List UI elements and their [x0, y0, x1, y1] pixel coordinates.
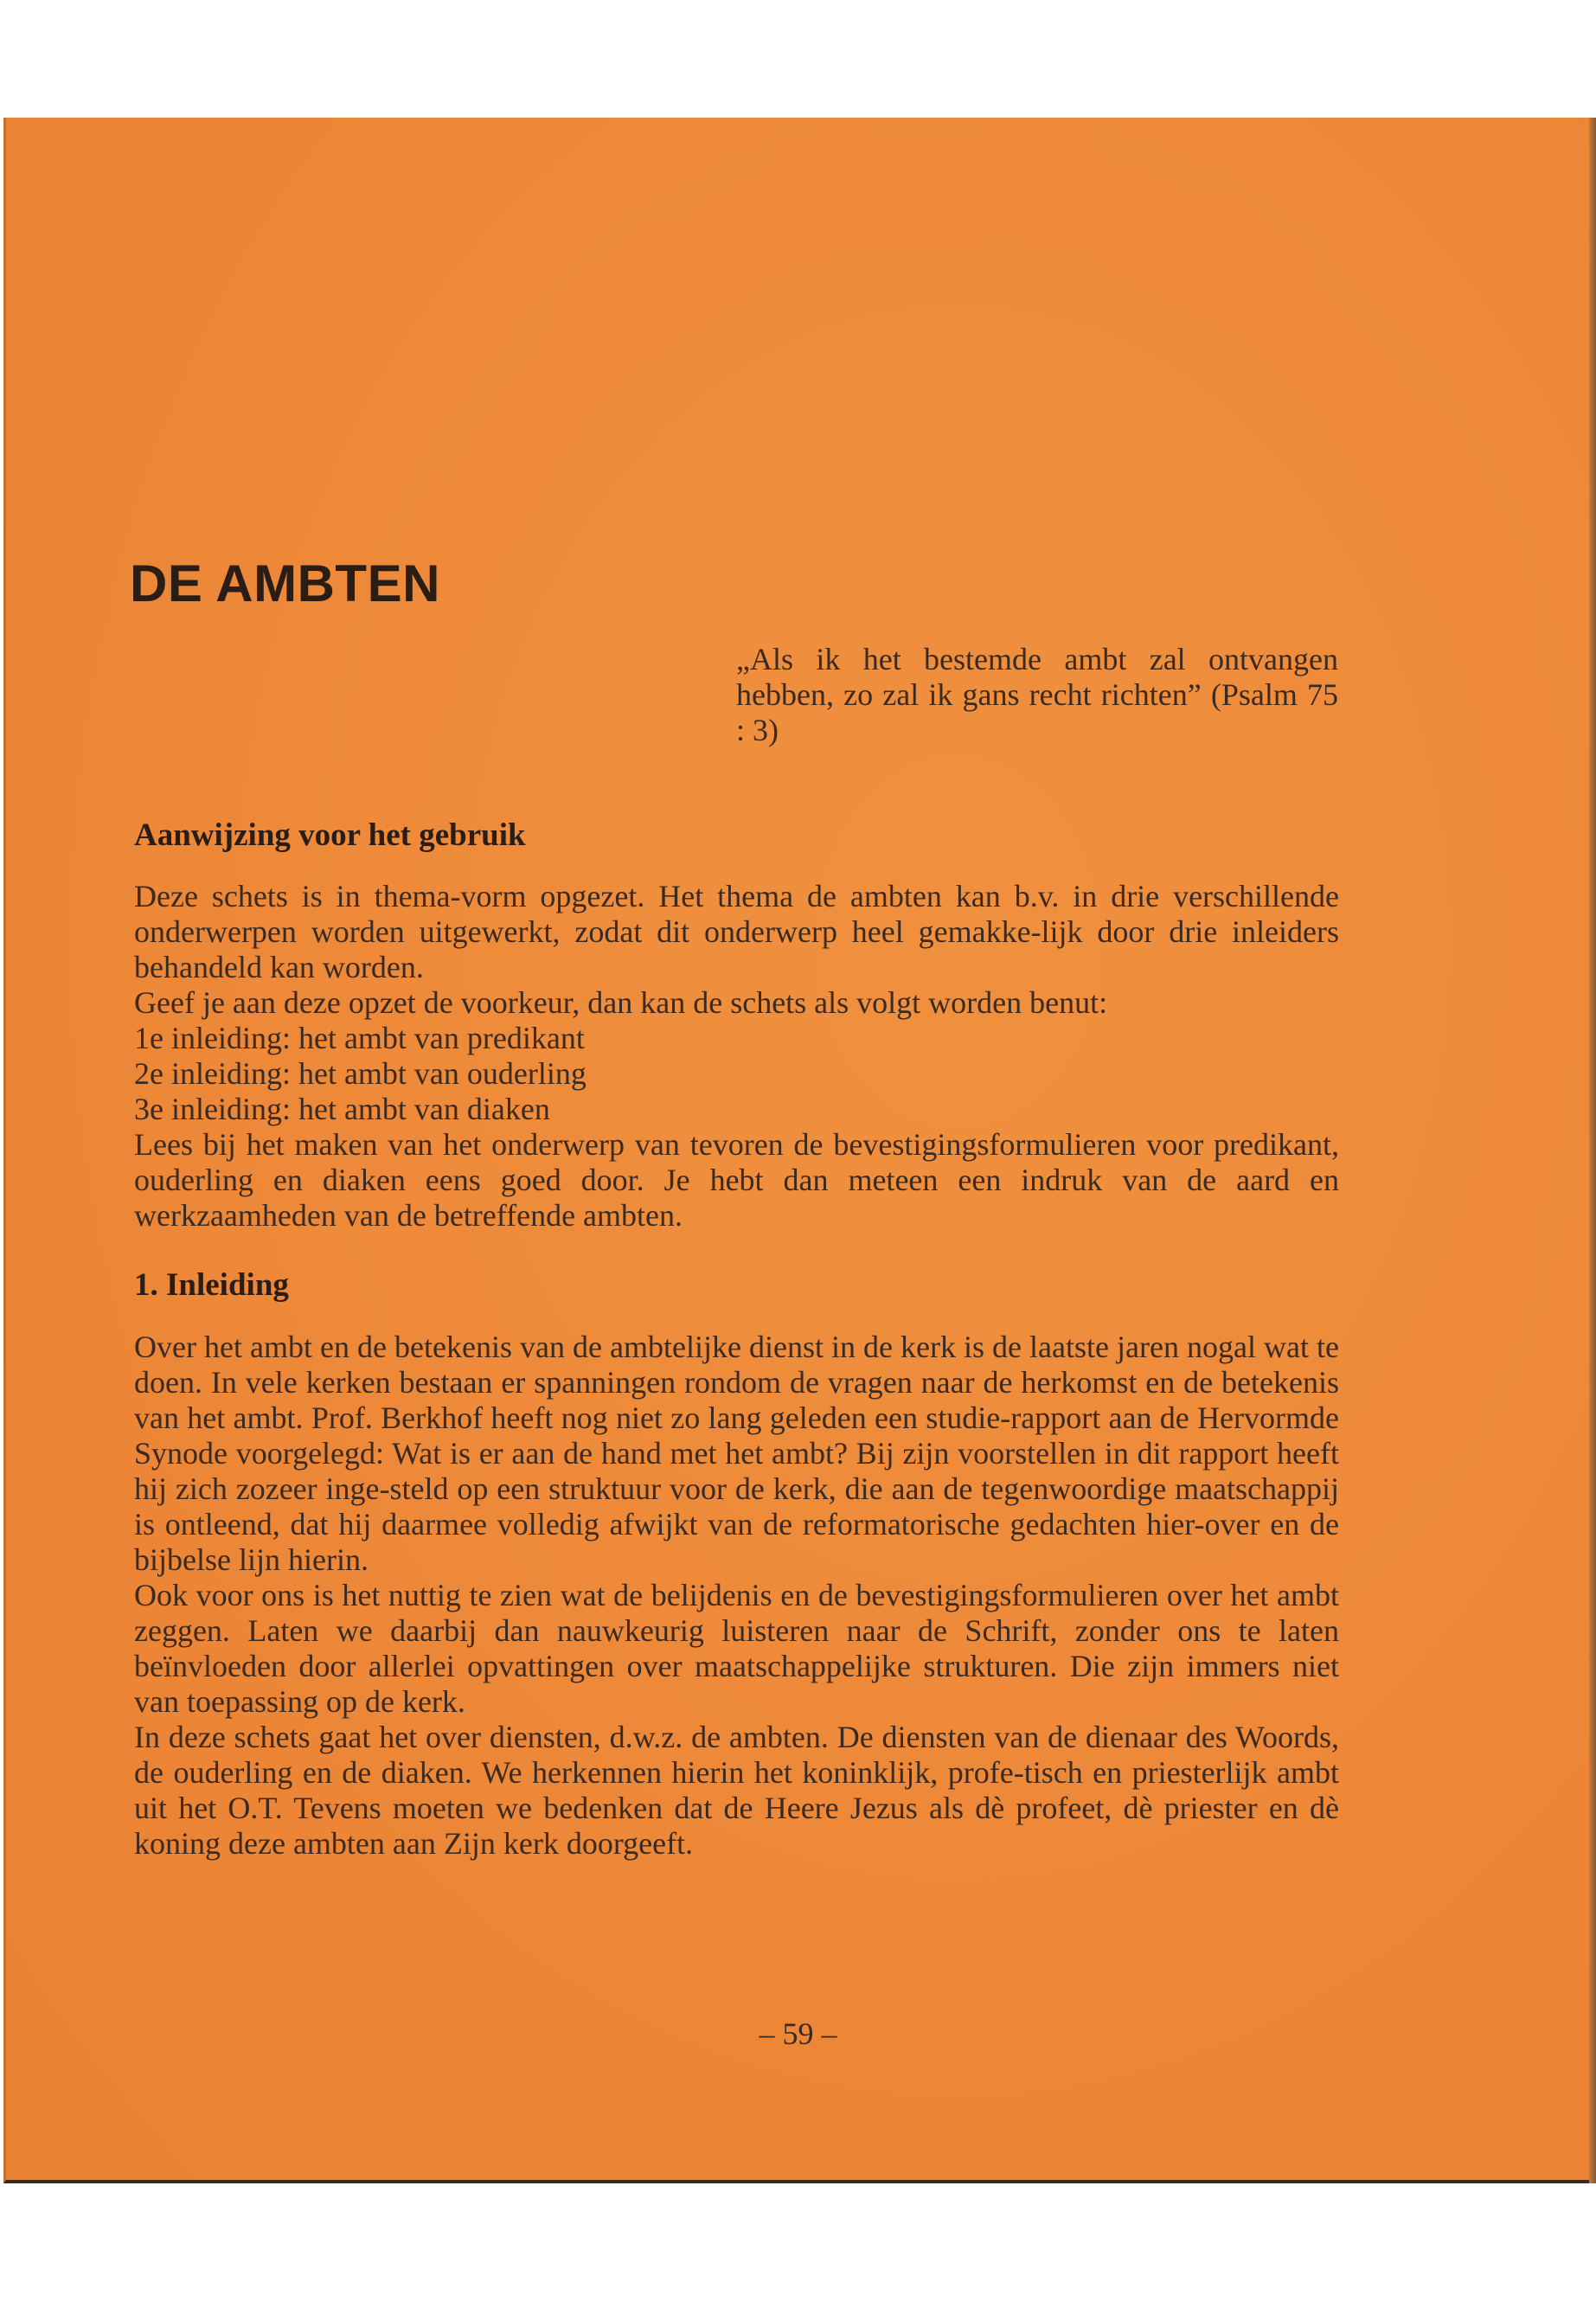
page-number: – 59 –	[759, 2016, 837, 2051]
list-item: 2e inleiding: het ambt van ouderling	[134, 1056, 586, 1091]
intro-paragraph: In deze schets gaat het over diensten, d.w.z. de ambten. De diensten van de dienaar des Woords, de ouderling en de diaken. We herkennen hierin het koninklijk, profe-tisch en priesterlijk ambt uit het O.T. Tevens moeten we bedenken dat de Heere Jezus als dè profeet, dè priester en dè koning deze ambten aan Zijn kerk doorgeeft.	[134, 1720, 1339, 1861]
list-item: 1e inleiding: het ambt van predikant	[134, 1021, 585, 1055]
usage-section-body	[134, 879, 1339, 1234]
psalm-motto-quote: „Als ik het bestemde ambt zal ontvangen hebben, zo zal ik gans recht richten” (Psalm 75 : 3)	[736, 642, 1338, 747]
list-item: 3e inleiding: het ambt van diaken	[134, 1092, 550, 1126]
usage-paragraph: Geef je aan deze opzet de voorkeur, dan kan de schets als volgt worden benut:	[134, 985, 1108, 1020]
intro-section-body	[134, 1330, 1339, 1862]
intro-paragraph: Ook voor ons is het nuttig te zien wat de belijdenis en de bevestigingsformulieren over het ambt zeggen. Laten we daarbij dan nauwkeurig luisteren naar de Schrift, zonder ons te laten beïnvloeden door allerlei opvattingen over maatschappelijke strukturen. Die zijn immers niet van toepassing op de kerk.	[134, 1578, 1339, 1719]
intro-heading: 1. Inleiding	[134, 1267, 289, 1303]
book-spine-edge	[1589, 118, 1596, 2183]
usage-heading: Aanwijzing voor het gebruik	[134, 817, 526, 853]
page-title: DE AMBTEN	[130, 554, 440, 612]
intro-paragraph: Over het ambt en de betekenis van de ambtelijke dienst in de kerk is de laatste jaren nogal wat te doen. In vele kerken bestaan er spanningen rondom de vragen naar de herkomst en de betekenis van het ambt. Prof. Berkhof heeft nog niet zo lang geleden een studie-rapport aan de Hervormde Synode voorgelegd: Wat is er aan de hand met het ambt? Bij zijn voorstellen in dit rapport heeft hij zich zozeer inge-steld op een struktuur voor de kerk, die aan de tegenwoordige maatschappij is ontleend, dat hij daarmee volledig afwijkt van de reformatorische gedachten hier-over en de bijbelse lijn hierin.	[134, 1330, 1339, 1577]
usage-paragraph: Deze schets is in thema-vorm opgezet. Het thema de ambten kan b.v. in drie verschillende onderwerpen worden uitgewerkt, zodat dit onderwerp heel gemakke-lijk door drie inleiders behandeld kan worden.	[134, 879, 1339, 984]
usage-closing-paragraph: Lees bij het maken van het onderwerp van tevoren de bevestigingsformulieren voor predikant, ouderling en diaken eens goed door. Je hebt dan meteen een indruk van de aard en werkzaamheden van de betreffende ambten.	[134, 1127, 1339, 1233]
